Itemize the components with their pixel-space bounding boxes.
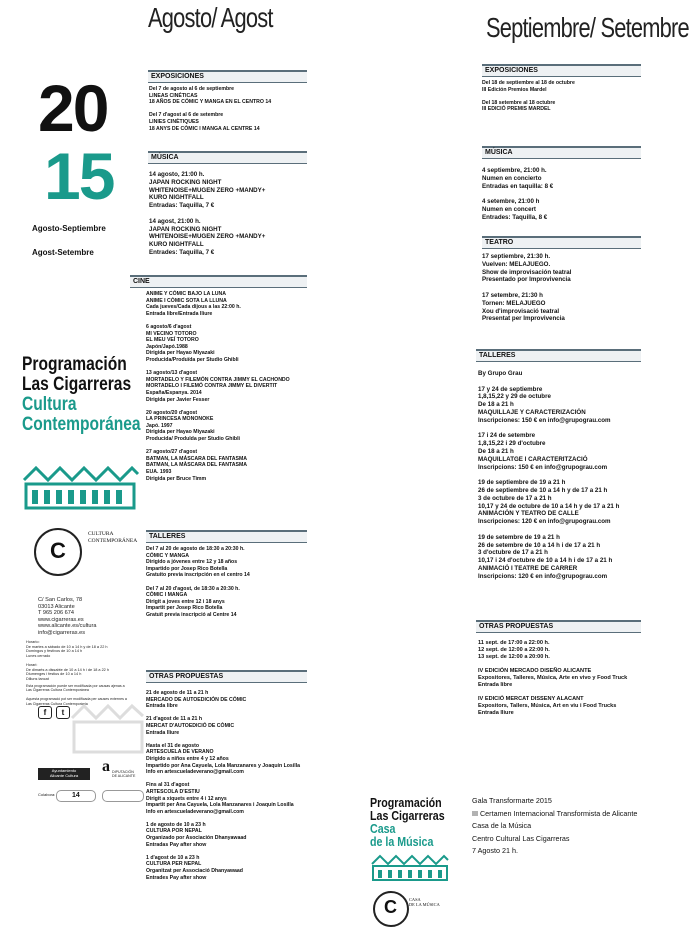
sep-teatro-header: TEATRO — [482, 236, 641, 249]
casa-line2: Las Cigarreras — [370, 808, 445, 823]
sep-musica-text: 4 septiembre, 21:00 h. Numen en concierto Entradas en taquilla: 8 € 4 setembre, 21:00 h Numen en concert Entrades: Taquilla, 8 € — [482, 167, 554, 221]
cigarreras-logo-icon: C — [34, 528, 82, 576]
subtitle-va: Agost-Setembre — [32, 248, 94, 257]
casa-logo-icon: C — [373, 891, 409, 927]
faded-building-icon — [70, 696, 145, 756]
program-line4: Contemporánea — [22, 414, 141, 435]
logo-text1: CULTURA — [88, 531, 114, 537]
program-line2: Las Cigarreras — [22, 374, 132, 395]
program-line1: Programación — [22, 354, 127, 375]
september-title: Septiembre/ Setembre — [486, 12, 689, 43]
address-block: C/ San Carlos, 78 03013 Alicante T 965 206 674 www.cigarreras.es www.alicante.es/cultura info@cigarreras.es — [38, 597, 97, 636]
sponsor-diputacion: DIPUTACIÓN DE ALICANTE — [112, 770, 136, 779]
aug-cine-header: CINE — [130, 275, 307, 288]
sponsor-ayuntamiento: Ayuntamiento Alicante Cultura — [38, 768, 90, 780]
program-title — [22, 355, 141, 435]
facebook-icon[interactable]: f — [38, 706, 52, 719]
sep-teatro-text: 17 septiembre, 21:30 h. Vuelven: MELAJUEGO. Show de improvisación teatral Presentado por Improvivencia 17 setembre, 21:30 h Tornen: MELAJUEGO Xou d'improvisació teatral Presentat per Improvivencia — [482, 253, 572, 323]
year-bottom: 15 — [44, 139, 114, 213]
aug-cine-text: ANIME Y CÓMIC BAJO LA LUNA ANIME I CÒMIC SOTA LA LLUNA Cada jueves/Cada dijous a las 22:00 h. Entrada libre/Entrada lliure 6 agosto/6 d'agost MI VECINO TOTORO EL MEU VEÍ TOTORO Japón/Japó.1988 Dirigida per Hayao Miyazaki Producida/Produïda per Studio Ghibli 13 agosto/13 d'agost MORTADELO Y FILEMÓN CONTRA JIMMY EL CACHONDO MORTADELO I FILEMÓ CONTRA JIMMY EL DIVERTIT España/Espanya. 2014 Dirigida per Javier Fesser 20 agosto/20 d'agost LA PRINCESA MONONOKE Japó. 1997 Dirigida per Hayao Miyazaki Producida/ Produïda per Studio Ghibli 27 agosto/27 d'agost BATMAN, LA MÁSCARA DEL FANTASMA BATMAN, LA MÀSCARA DEL FANTASMA EUA. 1993 Dirigida per Bruce Timm — [146, 291, 290, 482]
sep-talleres-text: By Grupo Grau 17 y 24 de septiembre 1,8,15,22 y 29 de octubre De 18 a 21 h MAQUILLAJE Y CARACTERIZACIÓN Inscripciones: 150 € en info@grupograu.com 17 i 24 de setembre 1,8,15,22 i 29 d'octubre De 18 a 21 h MAQUILLATGE I CARACTERITZACIÓ Inscripcions: 150 € en info@grupograu.com 19 de septiembre de 19 a 21 h 26 de septiembre de 10 a 14 h y de 17 a 21 h 3 de octubre de 17 a 21 h 10,17 y 24 de octubre de 10 a 14 h y de 17 a 21 h ANIMACIÓN Y TEATRO DE CALLE Inscripciones: 120 € en info@grupograu.com 19 de setembre de 19 a 21 h 26 de setembre de 10 a 14 h i de 17 a 21 h 3 d'octubre de 17 a 21 h 10,17 i 24 d'octubre de 10 a 14 h i de 17 a 21 h ANIMACIÓ I TEATRE DE CARRER Inscripcions: 120 € en info@grupograu.com — [478, 370, 620, 580]
collab-label: Colabora: — [38, 792, 56, 797]
casa-line3: Casa — [370, 821, 396, 836]
aug-musica-text: 14 agosto, 21:00 h. JAPAN ROCKING NIGHT WHITENOISE+MUGEN ZERO +MANDY+ KURO NIGHTFALL Entradas: Taquilla, 7 € 14 agost, 21:00 h. JAPAN ROCKING NIGHT WHITENOISE+MUGEN ZERO +MANDY+ KURO NIGHTFALL Entrades: Taquilla, 7 € — [149, 171, 266, 256]
year-top: 20 — [38, 71, 108, 145]
logo-text — [88, 531, 137, 545]
august-title: Agosto/ Agost — [148, 2, 273, 33]
twitter-icon[interactable]: t — [56, 706, 70, 719]
sep-otras-text: 11 sept. de 17:00 a 22:00 h. 12 sept. de 12:00 a 22:00 h. 13 sept. de 12:00 a 20:00 h. IV EDICIÓN MERCADO DISEÑO ALICANTE Expositores, Talleres, Música, Arte en vivo y Food Truck Entrada libre IV EDICIÓ MERCAT DISSENY ALACANT Expositors, Tallers, Música, Art en viu i Food Trucks Entrada lliure — [478, 640, 628, 716]
sep-exposiciones-header: EXPOSICIONES — [482, 64, 641, 77]
building-illustration — [22, 460, 140, 512]
aug-talleres-header: TALLERES — [146, 530, 307, 543]
program-line3: Cultura — [22, 394, 77, 415]
casa-line1: Programación — [370, 795, 442, 810]
collab-logo-2-icon — [102, 790, 144, 802]
sep-musica-header: MÚSICA — [482, 146, 641, 159]
casa-logo-text1: CASA — [409, 897, 421, 902]
sep-otras-header: OTRAS PROPUESTAS — [476, 620, 641, 633]
logo-text2: CONTEMPORÁNEA — [88, 538, 138, 544]
aug-otras-header: OTRAS PROPUESTAS — [146, 670, 307, 683]
centro14-icon: 14 — [72, 792, 80, 799]
casa-event-text: Gala Transformarte 2015 III Certamen Internacional Transformista de Alicante Casa de la Música Centro Cultural Las Cigarreras 7 Agosto 21 h. — [472, 796, 638, 856]
casa-logo-text2: DE LA MÚSICA — [409, 902, 440, 908]
aug-exposiciones-text: Del 7 de agosto al 6 de septiembre LINEAS CINÉTICAS 18 AÑOS DE CÓMIC Y MANGA EN EL CENTRO 14 Del 7 d'agost al 6 de setembre LINIES CINÈTIQUES 18 ANYS DE CÒMIC I MANGA AL CENTRE 14 — [149, 86, 272, 132]
hours-block: Horario: De martes a sábado de 10 a 14 h y de 18 a 22 h Domingos y festivos de 10 a 14 h Lunes cerrado Horari: De dimarts a dissabte de 10 a 14 h i de 18 a 22 h Diumenges i festius de 10 a 14 h Dilluns tancat — [26, 640, 109, 681]
aug-otras-text: 21 de agosto de 11 a 21 h MERCADO DE AUTOEDICIÓN DE CÓMIC Entrada libre 21 d'agost de 11 a 21 h MERCAT D'AUTOEDICIÓ DE CÒMIC Entrada lliure Hasta el 31 de agosto ARTESCUELA DE VERANO Dirigido a niños entre 4 y 12 años Impartido por Ana Cayuela, Lola Manzanares y Joaquín Losilla Info en artescueladeverano@gmail.com Fins al 31 d'agost ARTESCOLA D'ESTIU Dirigit a xiquets entre 4 i 12 anys Impartit per Ana Cayuela, Lola Manzanares i Joaquín Losilla Info en artescueladeverano@gmail.com 1 de agosto de 10 a 23 h CULTURA POR NEPAL Organizado por Asociación Dhanyawaad Entradas Pay after show 1 d'agost de 10 a 23 h CULTURA PER NEPAL Organitzat per Associació Dhanyawaad Entrades Pay after show — [146, 690, 301, 881]
sep-talleres-header: TALLERES — [476, 349, 641, 362]
casa-line4: de la Música — [370, 834, 434, 849]
note-block: Esta programación puede ser modificada por causas ajenas a Las Cigarreras Cultura Contemporánea Aquesta programació pot ser modificada per causes externes a Las Cigarreras Cultura Contemporània — [26, 684, 127, 706]
subtitle-es: Agosto-Septiembre — [32, 224, 106, 233]
aug-exposiciones-header: EXPOSICIONES — [148, 70, 307, 83]
casa-logo-text — [409, 897, 440, 908]
casa-building-illustration — [370, 852, 450, 882]
aug-musica-header: MÚSICA — [148, 151, 307, 164]
sep-exposiciones-text: Del 18 de septiembre al 18 de octubre III Edición Premios Mardel Del 18 setembre al 18 octubre III EDICIÓ PREMIS MARDEL — [482, 80, 575, 113]
diputacion-icon: a — [102, 758, 110, 775]
aug-talleres-text: Del 7 al 20 de agosto de 18:30 a 20:30 h. CÓMIC Y MANGA Dirigido a jóvenes entre 12 y 18 años Impartido por Josep Rico Botella Gratuito previa inscripción en el centro 14 Del 7 al 20 d'agost, de 18:30 a 20:30 h. CÒMIC I MANGA Dirigit a joves entre 12 i 18 anys Impartit per Josep Rico Botella Gratuït previa inscripció al Centre 14 — [146, 546, 250, 618]
casa-program-title — [370, 796, 445, 848]
